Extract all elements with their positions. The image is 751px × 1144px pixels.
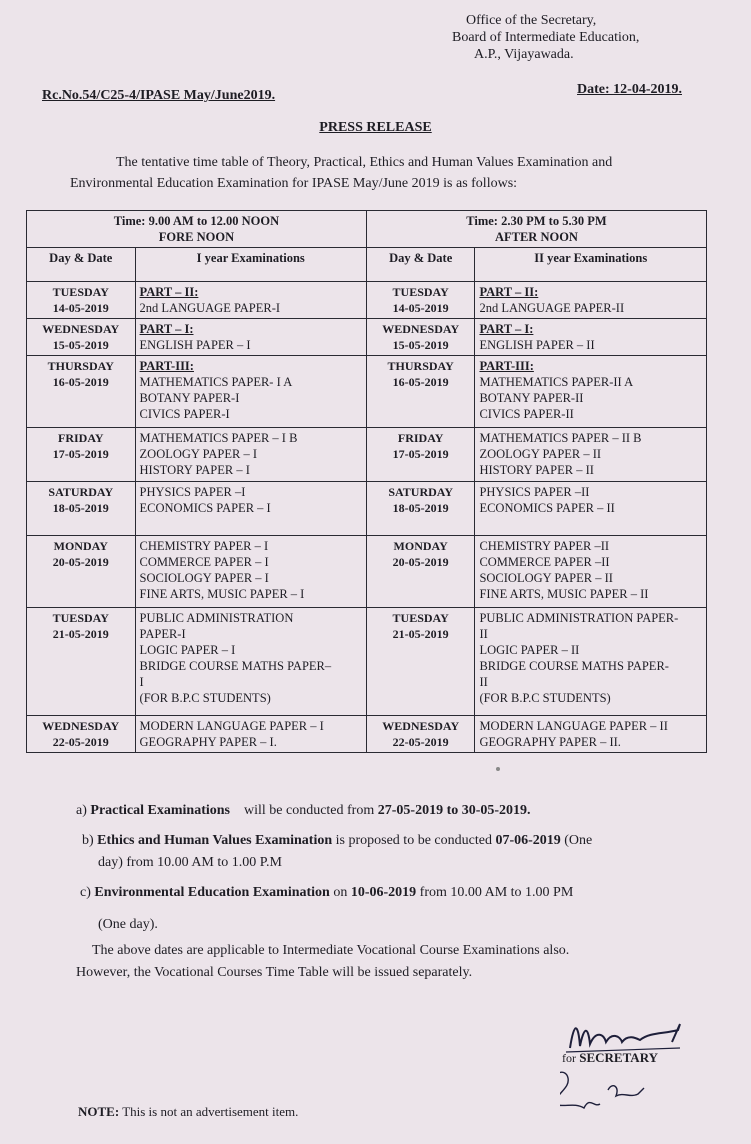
note-b-text: is proposed to be conducted <box>335 833 492 848</box>
exam-cell-first-year <box>135 482 366 536</box>
note-c-bold: Environmental Education Examination <box>94 885 330 900</box>
table-row <box>27 716 707 753</box>
exam-cell-second-year <box>475 536 707 608</box>
day-name: FRIDAY <box>397 431 444 445</box>
note-c <box>80 882 573 903</box>
office-line-2: Board of Intermediate Education, <box>452 30 640 45</box>
day-date-cell-right <box>366 536 475 608</box>
exam-paper: ENGLISH PAPER – I <box>139 338 251 352</box>
table-row <box>27 319 707 356</box>
exam-paper: HISTORY PAPER – II <box>479 463 594 477</box>
note-a-text: will be conducted from <box>244 803 375 818</box>
exam-paper: (FOR B.P.C STUDENTS) <box>139 691 271 705</box>
afternoon-time: Time: 2.30 PM to 5.30 PM <box>466 214 607 228</box>
page-title: PRESS RELEASE <box>319 120 432 135</box>
exam-paper: ECONOMICS PAPER – I <box>139 501 271 515</box>
exam-paper: SOCIOLOGY PAPER – II <box>479 571 613 585</box>
exam-date: 14-05-2019 <box>52 301 109 315</box>
exam-paper: LOGIC PAPER – II <box>479 643 580 657</box>
note-b-date: 07-06-2019 <box>495 833 561 848</box>
exam-cell-second-year <box>475 482 707 536</box>
exam-date: 14-05-2019 <box>392 301 449 315</box>
exam-paper: BOTANY PAPER-II <box>479 391 584 405</box>
exam-paper: ECONOMICS PAPER – II <box>479 501 615 515</box>
exam-date: 22-05-2019 <box>52 735 109 749</box>
exam-part: PART-III: <box>139 359 194 373</box>
exam-date: 16-05-2019 <box>52 375 109 389</box>
footer-text: This is not an advertisement item. <box>122 1104 299 1119</box>
exam-paper: I <box>139 675 144 689</box>
note-b-line2: day) from 10.00 AM to 1.00 P.M <box>98 855 282 870</box>
signature-block <box>560 1012 710 1122</box>
exam-part: PART – II: <box>139 285 199 299</box>
exam-cell-first-year <box>135 356 366 428</box>
exam-paper: CIVICS PAPER-II <box>479 407 574 421</box>
exam-paper: MATHEMATICS PAPER-II A <box>479 375 634 389</box>
day-name: TUESDAY <box>52 611 109 625</box>
note-a-dates: 27-05-2019 to 30-05-2019. <box>377 803 531 818</box>
exam-paper: ENGLISH PAPER – II <box>479 338 595 352</box>
exam-part: PART-III: <box>479 359 534 373</box>
day-name: THURSDAY <box>47 359 114 373</box>
for-secretary <box>562 1050 658 1066</box>
day-name: WEDNESDAY <box>42 322 120 336</box>
issue-date: Date: 12-04-2019. <box>577 82 682 97</box>
footer-note <box>78 1104 298 1120</box>
col-second-year: II year Examinations <box>475 248 707 282</box>
forenoon-time: Time: 9.00 AM to 12.00 NOON <box>113 214 280 228</box>
exam-cell-first-year <box>135 282 366 319</box>
exam-cell-second-year <box>475 608 707 716</box>
exam-cell-second-year <box>475 282 707 319</box>
intro-line-2: Environmental Education Examination for IPASE May/June 2019 is as follows: <box>70 176 518 191</box>
exam-date: 15-05-2019 <box>392 338 449 352</box>
day-date-cell-right <box>366 282 475 319</box>
exam-date: 15-05-2019 <box>52 338 109 352</box>
col-day-date-right: Day & Date <box>366 248 475 282</box>
day-date-cell-right <box>366 356 475 428</box>
exam-date: 18-05-2019 <box>52 501 109 515</box>
office-line-1: Office of the Secretary, <box>466 13 597 28</box>
office-line-3: A.P., Vijayawada. <box>474 47 574 62</box>
day-date-cell-right <box>366 716 475 753</box>
for-label: for <box>562 1051 576 1065</box>
afternoon-header <box>366 211 706 248</box>
exam-cell-second-year <box>475 716 707 753</box>
day-date-cell-left <box>27 716 136 753</box>
exam-date: 18-05-2019 <box>392 501 449 515</box>
exam-date: 22-05-2019 <box>392 735 449 749</box>
note-c-text: on <box>333 885 348 900</box>
exam-paper: PUBLIC ADMINISTRATION <box>139 611 294 625</box>
exam-paper: 2nd LANGUAGE PAPER-II <box>479 301 625 315</box>
exam-paper: HISTORY PAPER – I <box>139 463 250 477</box>
col-first-year: I year Examinations <box>135 248 366 282</box>
time-table <box>26 210 707 753</box>
exam-date: 16-05-2019 <box>392 375 449 389</box>
exam-paper: (FOR B.P.C STUDENTS) <box>479 691 611 705</box>
exam-part: PART – I: <box>479 322 534 336</box>
scan-mark <box>496 767 500 771</box>
exam-paper: MATHEMATICS PAPER- I A <box>139 375 293 389</box>
day-date-cell-left <box>27 356 136 428</box>
office-address <box>452 12 639 63</box>
day-name: SATURDAY <box>388 485 454 499</box>
exam-date: 20-05-2019 <box>52 555 109 569</box>
intro-line-1: The tentative time table of Theory, Practical, Ethics and Human Values Examination and <box>116 155 613 170</box>
day-date-cell-left <box>27 608 136 716</box>
exam-paper: PHYSICS PAPER –II <box>479 485 590 499</box>
exam-paper: BRIDGE COURSE MATHS PAPER- <box>479 659 669 673</box>
day-name: WEDNESDAY <box>382 719 460 733</box>
note-c-label: c) <box>80 885 91 900</box>
exam-part: PART – II: <box>479 285 539 299</box>
closing-line-2: However, the Vocational Courses Time Table will be issued separately. <box>76 965 473 980</box>
exam-date: 20-05-2019 <box>392 555 449 569</box>
day-name: TUESDAY <box>392 611 449 625</box>
exam-paper: ZOOLOGY PAPER – I <box>139 447 258 461</box>
day-name: SATURDAY <box>48 485 114 499</box>
exam-date: 21-05-2019 <box>52 627 109 641</box>
note-a-bold: Practical Examinations <box>90 803 230 818</box>
note-b-tail: (One <box>564 833 593 848</box>
table-row <box>27 482 707 536</box>
exam-paper: COMMERCE PAPER –II <box>479 555 610 569</box>
note-a <box>76 800 531 821</box>
exam-paper: FINE ARTS, MUSIC PAPER – I <box>139 587 305 601</box>
day-name: WEDNESDAY <box>42 719 120 733</box>
exam-paper: COMMERCE PAPER – I <box>139 555 269 569</box>
forenoon-session: FORE NOON <box>158 230 235 244</box>
secretary-label: SECRETARY <box>579 1050 659 1065</box>
day-date-cell-left <box>27 482 136 536</box>
day-date-cell-right <box>366 608 475 716</box>
exam-paper: BRIDGE COURSE MATHS PAPER– <box>139 659 332 673</box>
exam-paper: ZOOLOGY PAPER – II <box>479 447 602 461</box>
note-a-label: a) <box>76 803 87 818</box>
day-date-cell-left <box>27 319 136 356</box>
day-date-cell-right <box>366 482 475 536</box>
note-c-date: 10-06-2019 <box>350 885 417 900</box>
day-date-cell-right <box>366 428 475 482</box>
exam-paper: FINE ARTS, MUSIC PAPER – II <box>479 587 649 601</box>
day-name: MONDAY <box>393 539 448 553</box>
exam-cell-first-year <box>135 608 366 716</box>
day-name: THURSDAY <box>387 359 454 373</box>
table-row <box>27 428 707 482</box>
forenoon-header <box>27 211 367 248</box>
day-name: TUESDAY <box>392 285 449 299</box>
exam-paper: MATHEMATICS PAPER – I B <box>139 431 298 445</box>
day-name: WEDNESDAY <box>382 322 460 336</box>
day-name: FRIDAY <box>57 431 104 445</box>
table-row <box>27 282 707 319</box>
table-row <box>27 536 707 608</box>
day-date-cell-left <box>27 428 136 482</box>
exam-cell-first-year <box>135 319 366 356</box>
exam-paper: SOCIOLOGY PAPER – I <box>139 571 269 585</box>
exam-paper: GEOGRAPHY PAPER – II. <box>479 735 621 749</box>
exam-paper: PUBLIC ADMINISTRATION PAPER- <box>479 611 679 625</box>
exam-date: 21-05-2019 <box>392 627 449 641</box>
note-b-bold: Ethics and Human Values Examination <box>97 833 333 848</box>
note-c-line2: (One day). <box>98 917 158 932</box>
exam-cell-first-year <box>135 536 366 608</box>
day-date-cell-left <box>27 536 136 608</box>
exam-part: PART – I: <box>139 322 194 336</box>
exam-paper: CHEMISTRY PAPER –II <box>479 539 610 553</box>
exam-cell-first-year <box>135 428 366 482</box>
note-c-tail: from 10.00 AM to 1.00 PM <box>419 885 574 900</box>
afternoon-session: AFTER NOON <box>494 230 578 244</box>
exam-cell-first-year <box>135 716 366 753</box>
footer-label: NOTE: <box>78 1104 120 1119</box>
table-row <box>27 356 707 428</box>
note-b-label: b) <box>82 833 94 848</box>
closing-line-1: The above dates are applicable to Intermediate Vocational Course Examinations also. <box>92 943 570 958</box>
time-table-body <box>27 282 707 753</box>
note-b <box>82 830 592 851</box>
table-row <box>27 608 707 716</box>
exam-cell-second-year <box>475 428 707 482</box>
day-date-cell-left <box>27 282 136 319</box>
exam-cell-second-year <box>475 319 707 356</box>
exam-paper: PHYSICS PAPER –I <box>139 485 246 499</box>
exam-paper: GEOGRAPHY PAPER – I. <box>139 735 277 749</box>
exam-paper: MODERN LANGUAGE PAPER – II <box>479 719 668 733</box>
exam-paper: II <box>479 627 488 641</box>
exam-paper: MATHEMATICS PAPER – II B <box>479 431 642 445</box>
reference-number: Rc.No.54/C25-4/IPASE May/June2019. <box>42 88 276 103</box>
exam-paper: CIVICS PAPER-I <box>139 407 230 421</box>
exam-cell-second-year <box>475 356 707 428</box>
exam-paper: LOGIC PAPER – I <box>139 643 236 657</box>
exam-date: 17-05-2019 <box>52 447 109 461</box>
exam-paper: 2nd LANGUAGE PAPER-I <box>139 301 281 315</box>
exam-paper: BOTANY PAPER-I <box>139 391 240 405</box>
col-day-date-left: Day & Date <box>27 248 136 282</box>
closing-paragraph <box>76 940 676 984</box>
exam-date: 17-05-2019 <box>392 447 449 461</box>
intro-paragraph <box>70 152 670 194</box>
exam-paper: PAPER-I <box>139 627 186 641</box>
day-name: MONDAY <box>53 539 108 553</box>
exam-paper: CHEMISTRY PAPER – I <box>139 539 269 553</box>
exam-paper: II <box>479 675 488 689</box>
exam-paper: MODERN LANGUAGE PAPER – I <box>139 719 324 733</box>
day-name: TUESDAY <box>52 285 109 299</box>
signature-scribble-icon <box>560 1012 710 1122</box>
day-date-cell-right <box>366 319 475 356</box>
